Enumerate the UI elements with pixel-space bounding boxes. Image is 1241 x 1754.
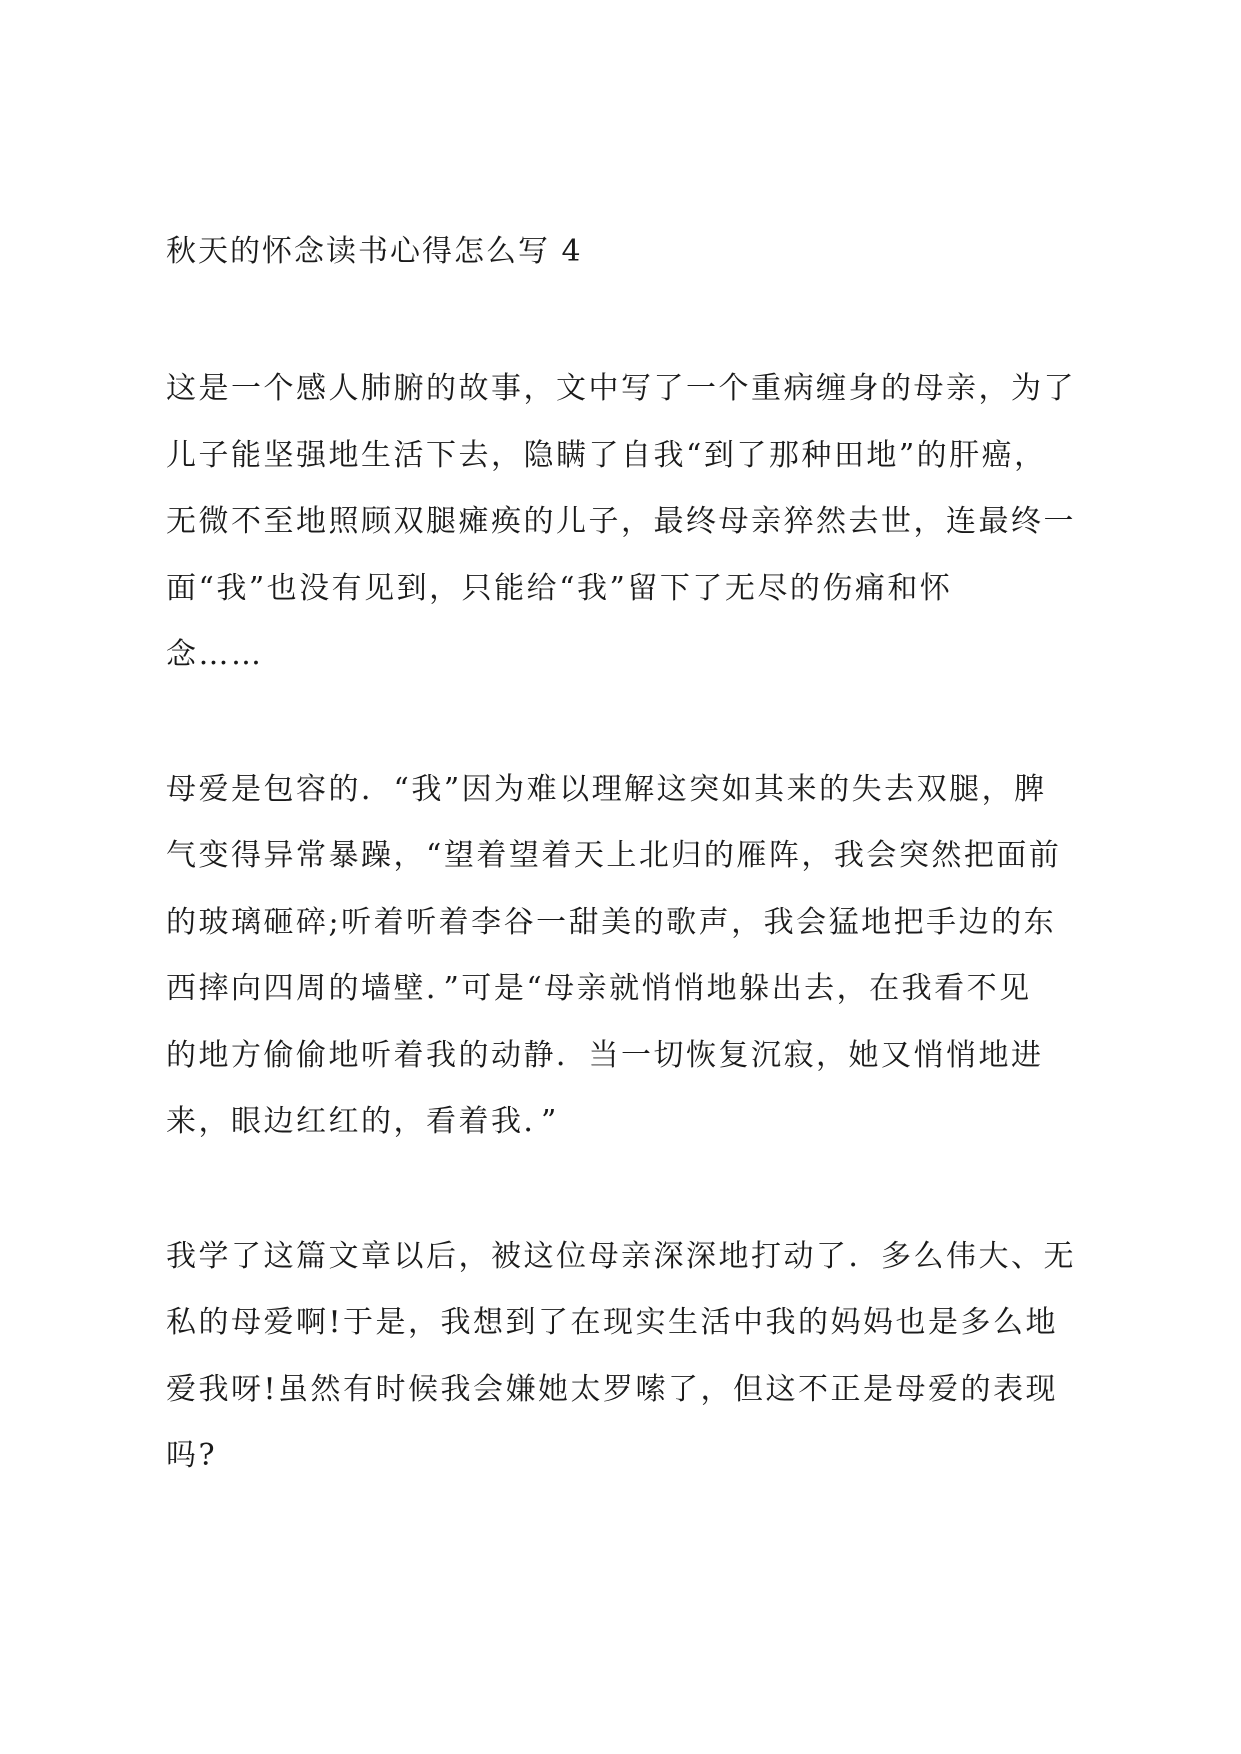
- paragraph-1: [166, 356, 1096, 689]
- paragraph-line: 面“我”也没有见到，只能给“我”留下了无尽的伤痛和怀: [166, 570, 953, 606]
- document-page: [166, 226, 1096, 1490]
- paragraph-line: 这是一个感人肺腑的故事，文中写了一个重病缠身的母亲，为了: [166, 371, 1076, 406]
- paragraph-3: [166, 1224, 1096, 1490]
- paragraph-line: 念……: [166, 637, 264, 672]
- paragraph-2: [166, 757, 1096, 1156]
- paragraph-line: 的地方偷偷地听着我的动静．当一切恢复沉寂，她又悄悄地进: [166, 1037, 1044, 1073]
- paragraph-line: 的玻璃砸碎;听着听着李谷一甜美的歌声，我会猛地把手边的东: [166, 904, 1057, 940]
- paragraph-line: 私的母爱啊!于是，我想到了在现实生活中我的妈妈也是多么地: [166, 1305, 1059, 1340]
- paragraph-line: 气变得异常暴躁，“望着望着天上北归的雁阵，我会突然把面前: [166, 838, 1062, 873]
- paragraph-line: 无微不至地照顾双腿瘫痪的儿子，最终母亲猝然去世，连最终一: [166, 504, 1076, 539]
- paragraph-line: 吗?: [166, 1438, 218, 1473]
- paragraph-line: 爱我呀!虽然有时候我会嫌她太罗嗦了，但这不正是母爱的表现: [166, 1371, 1059, 1407]
- document-title: 秋天的怀念读书心得怎么写 4: [166, 234, 583, 269]
- paragraph-line: 我学了这篇文章以后，被这位母亲深深地打动了．多么伟大、无: [166, 1238, 1076, 1274]
- paragraph-line: 母爱是包容的．“我”因为难以理解这突如其来的失去双腿，脾: [166, 771, 1047, 807]
- paragraph-line: 来，眼边红红的，看着我．”: [166, 1104, 559, 1139]
- paragraph-line: 西摔向四周的墙壁．”可是“母亲就悄悄地躲出去，在我看不见: [166, 971, 1032, 1006]
- paragraph-line: 儿子能坚强地生活下去，隐瞒了自我“到了那种田地”的肝癌，: [166, 437, 1047, 473]
